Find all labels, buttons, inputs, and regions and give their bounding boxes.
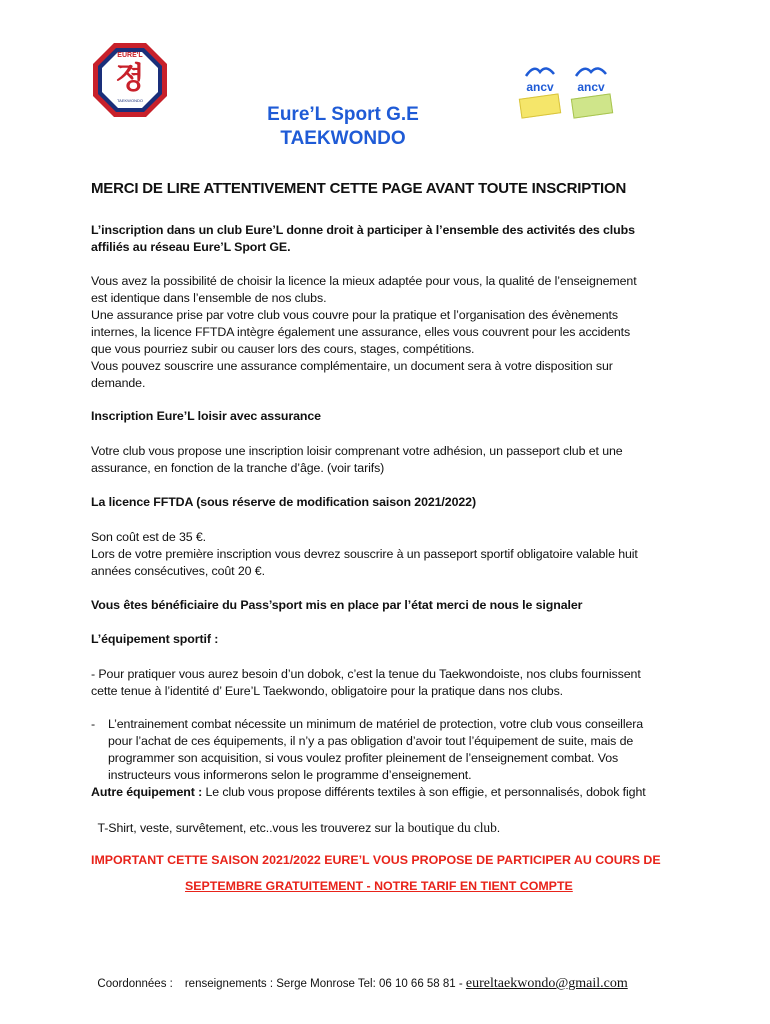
other-equipment-text-2: T-Shirt, veste, survêtement, etc..vous les trouverez sur <box>97 821 395 835</box>
other-equipment-line-1 <box>91 784 646 801</box>
combat-line-2: pour l’achat de ces équipements, il n’y a pas obligation d’avoir tout l’équipement de suite, mais de <box>108 734 634 748</box>
logo-top-text: EURE'L <box>117 52 143 59</box>
para1-line-6: Vous pouvez souscrire une assurance complémentaire, un document sera à votre disposition sur <box>91 359 613 373</box>
fftda-heading: La licence FFTDA (sous réserve de modification saison 2021/2022) <box>91 495 476 509</box>
logo-sub-text: TAEKWONDO <box>117 98 143 103</box>
other-equipment-text: Le club vous propose différents textiles à son effigie, et personnalisés, dobok fight <box>202 785 646 799</box>
ancv-logo-1 <box>516 62 564 122</box>
club-logo <box>92 42 168 118</box>
important-notice-line-1: IMPORTANT CETTE SAISON 2021/2022 EURE’L VOUS PROPOSE DE PARTICIPER AU COURS DE <box>91 853 661 867</box>
combat-line-1: L’entrainement combat nécessite un minimum de matériel de protection, votre club vous conseillera <box>108 717 644 731</box>
logo-glyph: 졍 <box>115 62 145 95</box>
other-equipment-line-2 <box>91 802 500 837</box>
equipment-heading: L’équipement sportif : <box>91 632 219 646</box>
ancv-label-2: ancv <box>577 80 605 94</box>
footer-email-link[interactable]: eureltaekwondo@gmail.com <box>465 976 628 991</box>
boutique-link[interactable]: la boutique du club <box>394 820 497 835</box>
loisir-heading: Inscription Eure’L loisir avec assurance <box>91 409 321 423</box>
club-title: Eure’L Sport G.E <box>267 104 419 125</box>
boutique-period: . <box>496 821 501 835</box>
ancv-voucher-2 <box>571 93 613 118</box>
ancv-voucher-1 <box>519 93 561 118</box>
para1-line-5: que vous pourriez subir ou causer lors des cours, stages, compétitions. <box>91 342 475 356</box>
important-notice-line-2: SEPTEMBRE GRATUITEMENT - NOTRE TARIF EN TIENT COMPTE <box>185 879 573 893</box>
combat-bullet-dash: - <box>91 717 96 731</box>
para1-line-3: Une assurance prise par votre club vous couvre pour la pratique et l’organisation des évènements <box>91 308 618 322</box>
club-subtitle: TAEKWONDO <box>280 128 406 149</box>
fftda-line-1: Son coût est de 35 €. <box>91 530 207 544</box>
equipment-line-1: - Pour pratiquer vous aurez besoin d’un dobok, c’est la tenue du Taekwondoiste, nos clubs fournissent <box>91 667 641 681</box>
fftda-line-3: années consécutives, coût 20 €. <box>91 564 265 578</box>
para1-line-2: est identique dans l’ensemble de nos clubs. <box>91 291 327 305</box>
loisir-line-2: assurance, en fonction de la tranche d’âge. (voir tarifs) <box>91 461 385 475</box>
combat-line-4: instructeurs vous informerons selon le programme d’enseignement. <box>108 768 472 782</box>
ancv-logo-2 <box>566 62 616 122</box>
para1-line-1: Vous avez la possibilité de choisir la licence la mieux adaptée pour vous, la qualité de l’enseignement <box>91 274 637 288</box>
footer <box>91 964 628 992</box>
para1-line-7: demande. <box>91 376 146 390</box>
intro-line-1: L’inscription dans un club Eure’L donne droit à participer à l’ensemble des activités des clubs <box>91 223 635 237</box>
other-equipment-label: Autre équipement : <box>91 785 203 799</box>
footer-contact: renseignements : Serge Monrose Tel: 06 10 66 58 81 - <box>184 978 466 990</box>
combat-line-3: programmer son acquisition, si vous voulez profiter pleinement de l’enseignement combat. Vos <box>108 751 619 765</box>
intro-line-2: affiliés au réseau Eure’L Sport GE. <box>91 240 291 254</box>
fftda-line-2: Lors de votre première inscription vous devrez souscrire à un passeport sportif obligatoire valable huit <box>91 547 638 561</box>
pass-sport-notice: Vous êtes bénéficiaire du Pass’sport mis en place par l’état merci de nous le signaler <box>91 598 583 612</box>
footer-label: Coordonnées : <box>97 978 173 990</box>
para1-line-4: internes, la licence FFTDA intègre également une assurance, elles vous couvrent pour les accidents <box>91 325 631 339</box>
equipment-line-2: cette tenue à l’identité d’ Eure’L Taekwondo, obligatoire pour la pratique dans nos clubs. <box>91 684 564 698</box>
ancv-label-1: ancv <box>526 80 554 94</box>
page-heading: MERCI DE LIRE ATTENTIVEMENT CETTE PAGE AVANT TOUTE INSCRIPTION <box>91 180 627 197</box>
loisir-line-1: Votre club vous propose une inscription loisir comprenant votre adhésion, un passeport club et une <box>91 444 623 458</box>
